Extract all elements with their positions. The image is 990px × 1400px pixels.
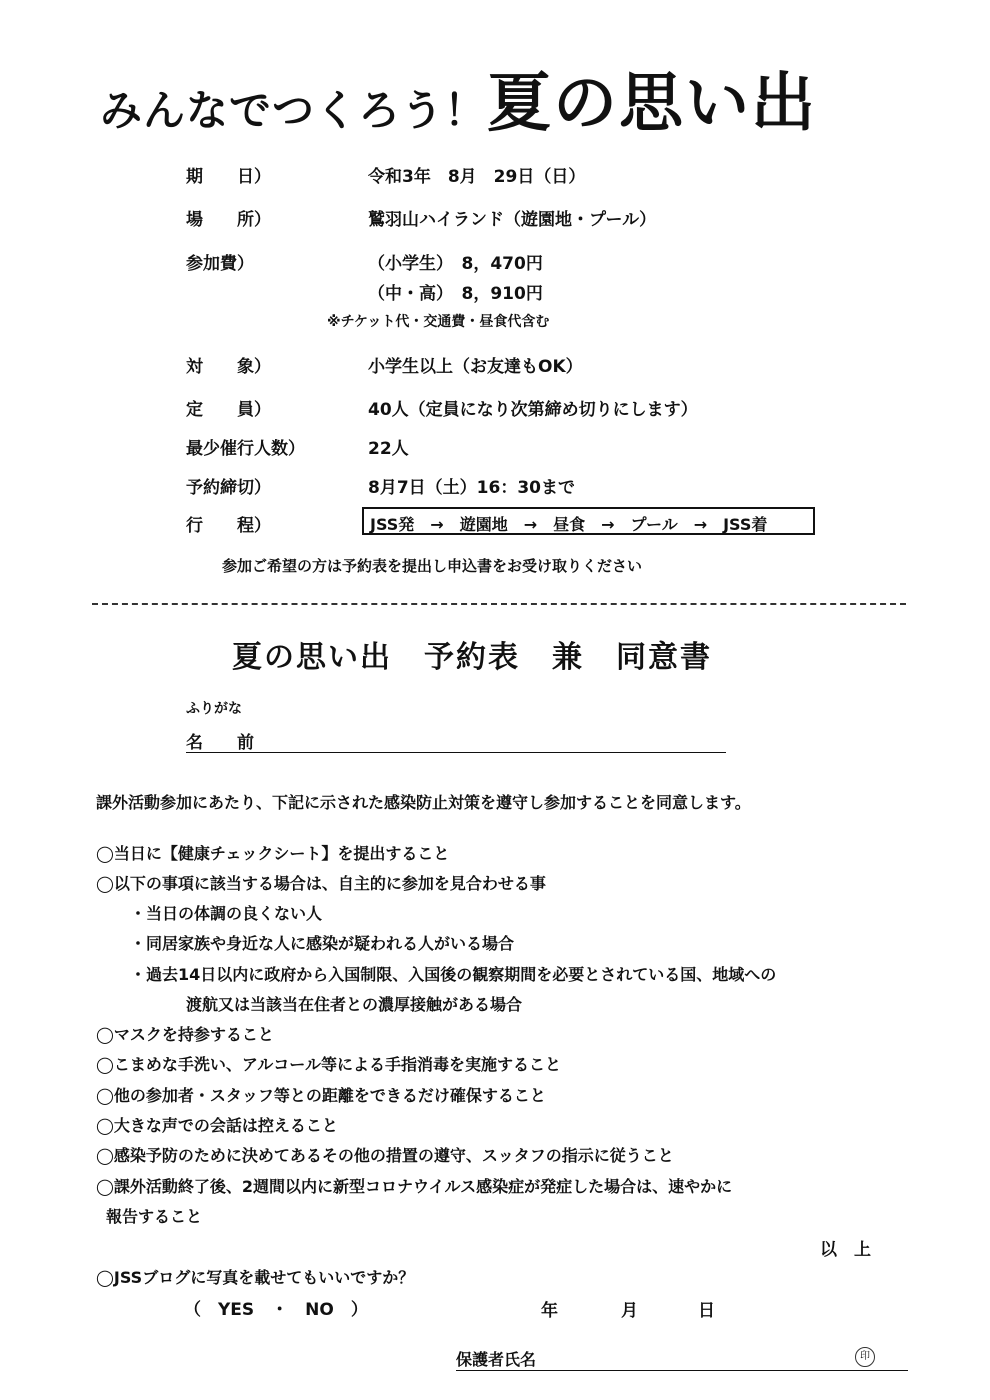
end-mark: 以 上 <box>820 1240 871 1260</box>
item-handwash: ◯こまめな手洗い、アルコール等による手指消毒を実施すること <box>96 1055 561 1074</box>
date-label: 期 日） <box>186 167 271 187</box>
date-value: 令和3年 8月 29日（日） <box>368 167 586 187</box>
name-field[interactable] <box>186 752 726 753</box>
title-part2: 夏の思い出 <box>487 67 818 141</box>
photo-question: ◯JSSブログに写真を載せてもいいですか？ <box>96 1268 415 1287</box>
date-year-label: 年 <box>541 1301 558 1321</box>
guardian-label: 保護者氏名 <box>456 1350 537 1369</box>
fee-elementary: （小学生） 8，470円 <box>368 254 543 274</box>
date-day-label: 日 <box>698 1301 715 1321</box>
name-label: 名 前 <box>186 733 254 753</box>
photo-options[interactable]: （ YES ・ NO ） <box>184 1300 368 1320</box>
fee-note: ※チケット代・交通費・昼食代含む <box>327 314 550 330</box>
item-refrain: ◯以下の事項に該当する場合は、自主的に参加を見合わせる事 <box>96 874 546 893</box>
item-measures: ◯感染予防のために決めてあるその他の措置の遵守、スッタフの指示に従うこと <box>96 1146 674 1165</box>
guardian-signature-field[interactable] <box>456 1370 908 1371</box>
subitem-travel: ・過去14日以内に政府から入国制限、入国後の観察期間を必要とされている国、地域への <box>130 965 777 984</box>
target-value: 小学生以上（お友達もOK） <box>368 357 583 377</box>
venue-label: 場 所） <box>186 210 271 230</box>
venue-value: 鷲羽山ハイランド（遊園地・プール） <box>368 210 657 230</box>
date-month-label: 月 <box>621 1301 638 1321</box>
minimum-label: 最少催行人数） <box>186 439 305 459</box>
item-voice: ◯大きな声での会話は控えること <box>96 1116 338 1135</box>
item-health-check: ◯当日に【健康チェックシート】を提出すること <box>96 844 450 863</box>
minimum-value: 22人 <box>368 439 409 459</box>
target-label: 対 象） <box>186 357 271 377</box>
deadline-label: 予約締切） <box>186 478 271 498</box>
form-title: 夏の思い出 予約表 兼 同意書 <box>232 640 712 675</box>
apply-note: 参加ご希望の方は予約表を提出し申込書をお受け取りください <box>222 557 643 575</box>
schedule-box: JSS発 → 遊園地 → 昼食 → プール → JSS着 <box>362 507 815 535</box>
title-part1: みんなでつくろう！ <box>100 86 488 135</box>
seal-icon: 印 <box>855 1347 875 1367</box>
fee-junior-high: （中・高） 8，910円 <box>368 284 543 304</box>
cut-line <box>92 603 906 605</box>
subitem-unwell: ・当日の体調の良くない人 <box>130 904 323 923</box>
consent-intro: 課外活動参加にあたり、下記に示された感染防止対策を遵守し参加することを同意します。 <box>96 793 751 812</box>
item-report-cont: 報告すること <box>106 1207 203 1226</box>
capacity-value: 40人（定員になり次第締め切りにします） <box>368 400 698 420</box>
deadline-value: 8月7日（土）16：30まで <box>368 478 575 498</box>
item-report: ◯課外活動終了後、2週間以内に新型コロナウイルス感染症が発症した場合は、速やかに <box>96 1177 733 1196</box>
fee-label: 参加費） <box>186 254 254 274</box>
furigana-label: ふりがな <box>186 701 242 717</box>
capacity-label: 定 員） <box>186 400 271 420</box>
subitem-family: ・同居家族や身近な人に感染が疑われる人がいる場合 <box>130 934 515 953</box>
schedule-label: 行 程） <box>186 516 271 536</box>
page-title <box>100 52 817 144</box>
item-mask: ◯マスクを持参すること <box>96 1025 274 1044</box>
subitem-travel-cont: 渡航又は当該当在住者との濃厚接触がある場合 <box>186 995 523 1014</box>
item-distance: ◯他の参加者・スタッフ等との距離をできるだけ確保すること <box>96 1086 546 1105</box>
